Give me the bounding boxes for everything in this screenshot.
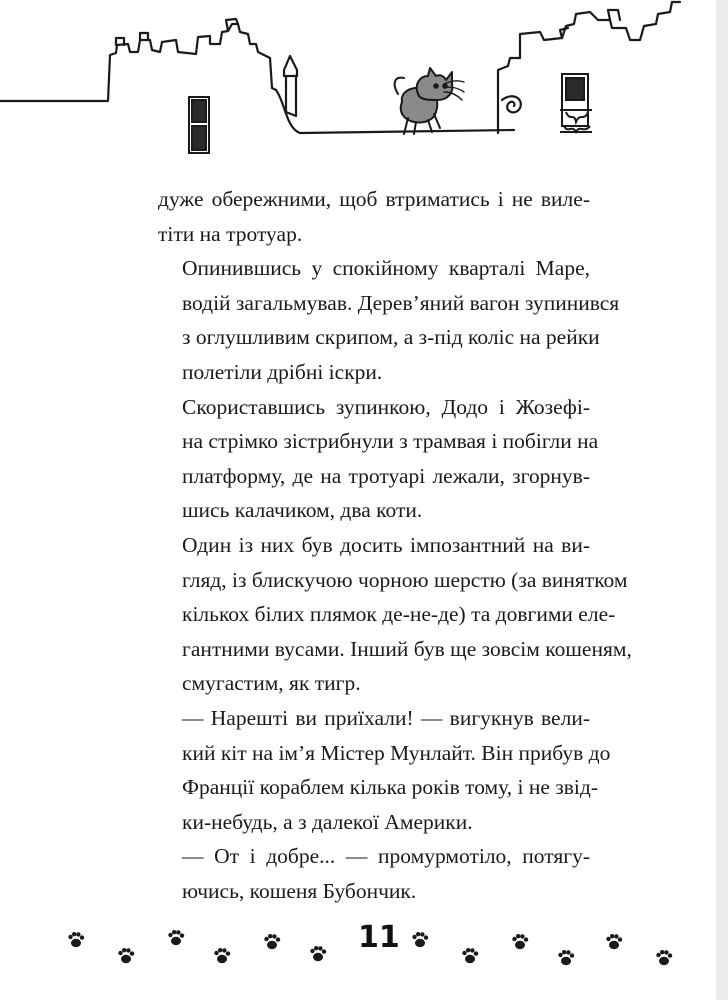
text-line: Скориставшись зупинкою, Додо і Жозефі-: [182, 394, 590, 419]
text-line: на стрімко зістрибнули з трамвая і побігли на: [182, 429, 599, 454]
text-line: кий кіт на ім’я Містер Мунлайт. Він прибув до: [182, 740, 611, 765]
text-line: дуже обережними, щоб втриматись і не виле-: [158, 187, 590, 211]
text-line: платформу, де на тротуарі лежали, згорнув-: [182, 463, 590, 488]
page-number: 11: [358, 920, 400, 955]
text-line: з оглушливим скрипом, а з-під коліс на рейки: [182, 325, 600, 350]
text-line: Франції кораблем кілька років тому, і не звід-: [182, 775, 598, 800]
text-line: гляд, із блискучою чорною шерстю (за винятком: [182, 567, 628, 592]
body-text: [158, 182, 632, 908]
text-line: — От і добре... — промурмотіло, потягу-: [182, 844, 590, 869]
text-line: Один із них був досить імпозантний на ви-: [182, 532, 590, 557]
text-line: полетіли дрібні іскри.: [182, 359, 383, 384]
text-line: тіти на тротуар.: [158, 221, 303, 246]
text-line: Опинившись у спокійному кварталі Маре,: [182, 256, 590, 281]
text-line: ки-небудь, а з далекої Америки.: [182, 809, 473, 834]
paragraph-5: [158, 701, 611, 839]
rooftops-with-cat-icon: [0, 0, 728, 170]
text-line: водій загальмував. Дерев’яний вагон зупинився: [182, 290, 620, 315]
text-line: кількох білих плямок де-не-де) та довгими еле-: [182, 602, 616, 627]
text-line: смугастим, як тигр.: [182, 671, 361, 696]
paragraph-3: [158, 390, 599, 528]
text-line: ючись, кошеня Бубончик.: [182, 878, 417, 903]
paragraph-1: [158, 182, 590, 251]
text-line: шись калачиком, два коти.: [182, 498, 423, 523]
text-line: гантними вусами. Інший був ще зовсім кошеням,: [182, 636, 632, 661]
paragraph-2: [158, 251, 620, 389]
paragraph-6: [158, 839, 590, 908]
text-line: — Нарешті ви приїхали! — вигукнув вели-: [182, 705, 590, 730]
paragraph-4: [158, 528, 632, 701]
